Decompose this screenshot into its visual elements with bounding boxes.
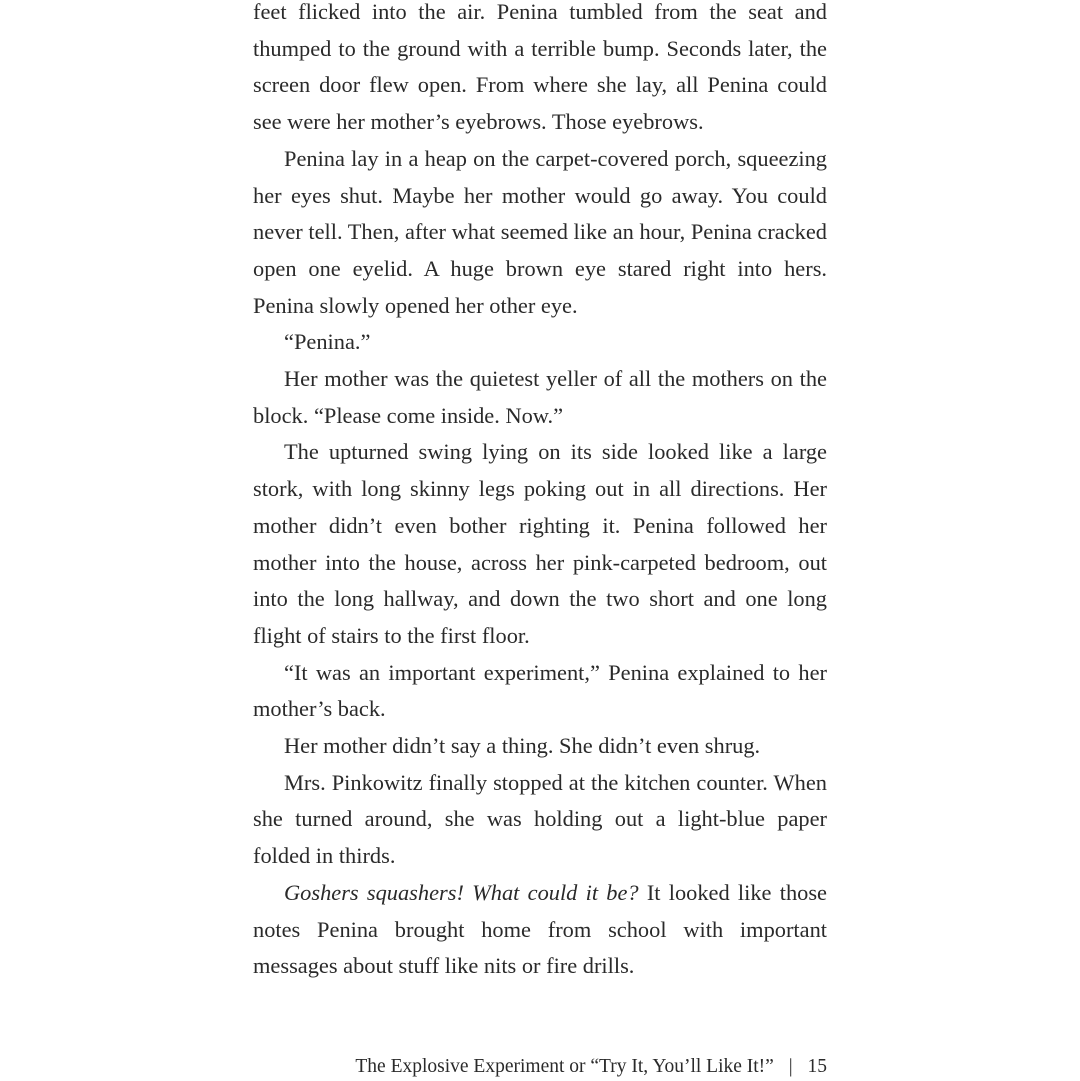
footer-separator: | bbox=[788, 1056, 793, 1077]
paragraph: Penina lay in a heap on the carpet-covered porch, squeezing her eyes shut. Maybe her mother would go away. You could never tell. Then, after what seemed like an hour, Penina cracked open one eyelid. A huge brown eye stared right into hers. Penina slowly opened her other eye. bbox=[253, 145, 827, 318]
paragraph: Her mother was the quietest yeller of all the mothers on the block. “Please come inside. Now.” bbox=[253, 366, 827, 428]
body-text bbox=[253, 0, 827, 985]
paragraph: “Penina.” bbox=[284, 329, 371, 355]
paragraph: Her mother didn’t say a thing. She didn’t even shrug. bbox=[284, 733, 761, 759]
paragraph: The upturned swing lying on its side looked like a large stork, with long skinny legs poking out in all directions. Her mother didn’t even bother righting it. Penina followed her mother into the house, across her pink-carpeted bedroom, out into the long hallway, and down the two short and one long flight of stairs to the first floor. bbox=[253, 439, 827, 648]
running-title: The Explosive Experiment or “Try It, You’ll Like It!” bbox=[355, 1056, 774, 1077]
paragraph-last bbox=[253, 875, 827, 985]
paragraph: feet flicked into the air. Penina tumbled from the seat and thumped to the ground with a terrible bump. Seconds later, the screen door flew open. From where she lay, all Penina could see were her mother’s eyebrows. Those eyebrows. bbox=[253, 0, 827, 135]
page-number: 15 bbox=[807, 1056, 827, 1077]
italic-thought: Goshers squashers! What could it be? bbox=[284, 879, 639, 905]
page-footer bbox=[355, 1053, 827, 1081]
paragraph-continuation: It looked like those notes Penina brought home from school with important messages about stuff like nits or fire drills. bbox=[253, 879, 827, 979]
paragraph: “It was an important experiment,” Penina explained to her mother’s back. bbox=[253, 659, 827, 722]
paragraph: Mrs. Pinkowitz finally stopped at the kitchen counter. When she turned around, she was holding out a light-blue paper folded in thirds. bbox=[253, 769, 827, 869]
